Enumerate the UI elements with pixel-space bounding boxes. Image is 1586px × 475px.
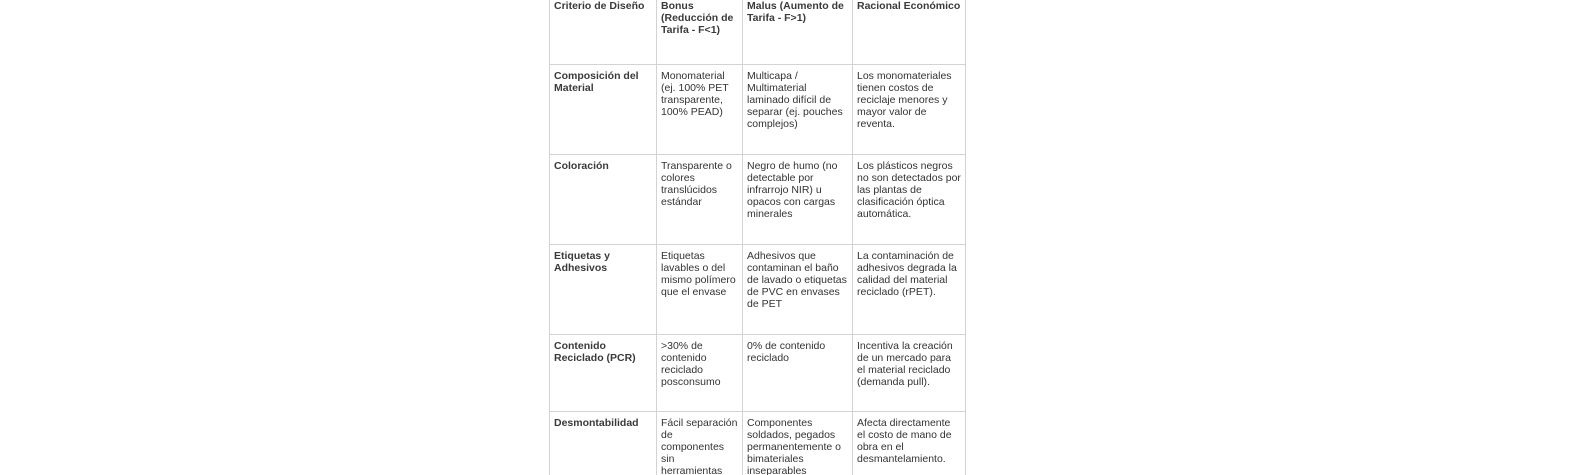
table-row — [550, 65, 966, 155]
cell-bonus: >30% de contenido reciclado posconsumo — [657, 335, 743, 412]
table-row — [550, 412, 966, 475]
table-row — [550, 335, 966, 412]
cell-racional: Los plásticos negros no son detectados por las plantas de clasificación óptica automática. — [853, 155, 966, 245]
header-malus: Malus (Aumento de Tarifa - F>1) — [743, 0, 853, 65]
cell-racional: Afecta directamente el costo de mano de obra en el desmantelamiento. — [853, 412, 966, 475]
cell-bonus: Transparente o colores translúcidos estándar — [657, 155, 743, 245]
cell-racional: Incentiva la creación de un mercado para el material reciclado (demanda pull). — [853, 335, 966, 412]
design-criteria-table — [549, 0, 966, 475]
header-bonus: Bonus (Reducción de Tarifa - F<1) — [657, 0, 743, 65]
cell-criterio: Desmontabilidad — [550, 412, 657, 475]
cell-malus: Adhesivos que contaminan el baño de lavado o etiquetas de PVC en envases de PET — [743, 245, 853, 335]
cell-malus: Multicapa / Multimaterial laminado difícil de separar (ej. pouches complejos) — [743, 65, 853, 155]
cell-criterio: Etiquetas y Adhesivos — [550, 245, 657, 335]
cell-bonus: Fácil separación de componentes sin herramientas — [657, 412, 743, 475]
cell-criterio: Composición del Material — [550, 65, 657, 155]
cell-malus: 0% de contenido reciclado — [743, 335, 853, 412]
header-racional: Racional Económico — [853, 0, 966, 65]
header-criterio: Criterio de Diseño — [550, 0, 657, 65]
cell-racional: Los monomateriales tienen costos de reciclaje menores y mayor valor de reventa. — [853, 65, 966, 155]
table-header-row — [550, 0, 966, 65]
cell-bonus: Monomaterial (ej. 100% PET transparente, 100% PEAD) — [657, 65, 743, 155]
cell-criterio: Coloración — [550, 155, 657, 245]
cell-malus: Componentes soldados, pegados permanentemente o bimateriales inseparables — [743, 412, 853, 475]
table-row — [550, 155, 966, 245]
cell-malus: Negro de humo (no detectable por infrarrojo NIR) u opacos con cargas minerales — [743, 155, 853, 245]
cell-bonus: Etiquetas lavables o del mismo polímero que el envase — [657, 245, 743, 335]
cell-criterio: Contenido Reciclado (PCR) — [550, 335, 657, 412]
cell-racional: La contaminación de adhesivos degrada la calidad del material reciclado (rPET). — [853, 245, 966, 335]
table-row — [550, 245, 966, 335]
